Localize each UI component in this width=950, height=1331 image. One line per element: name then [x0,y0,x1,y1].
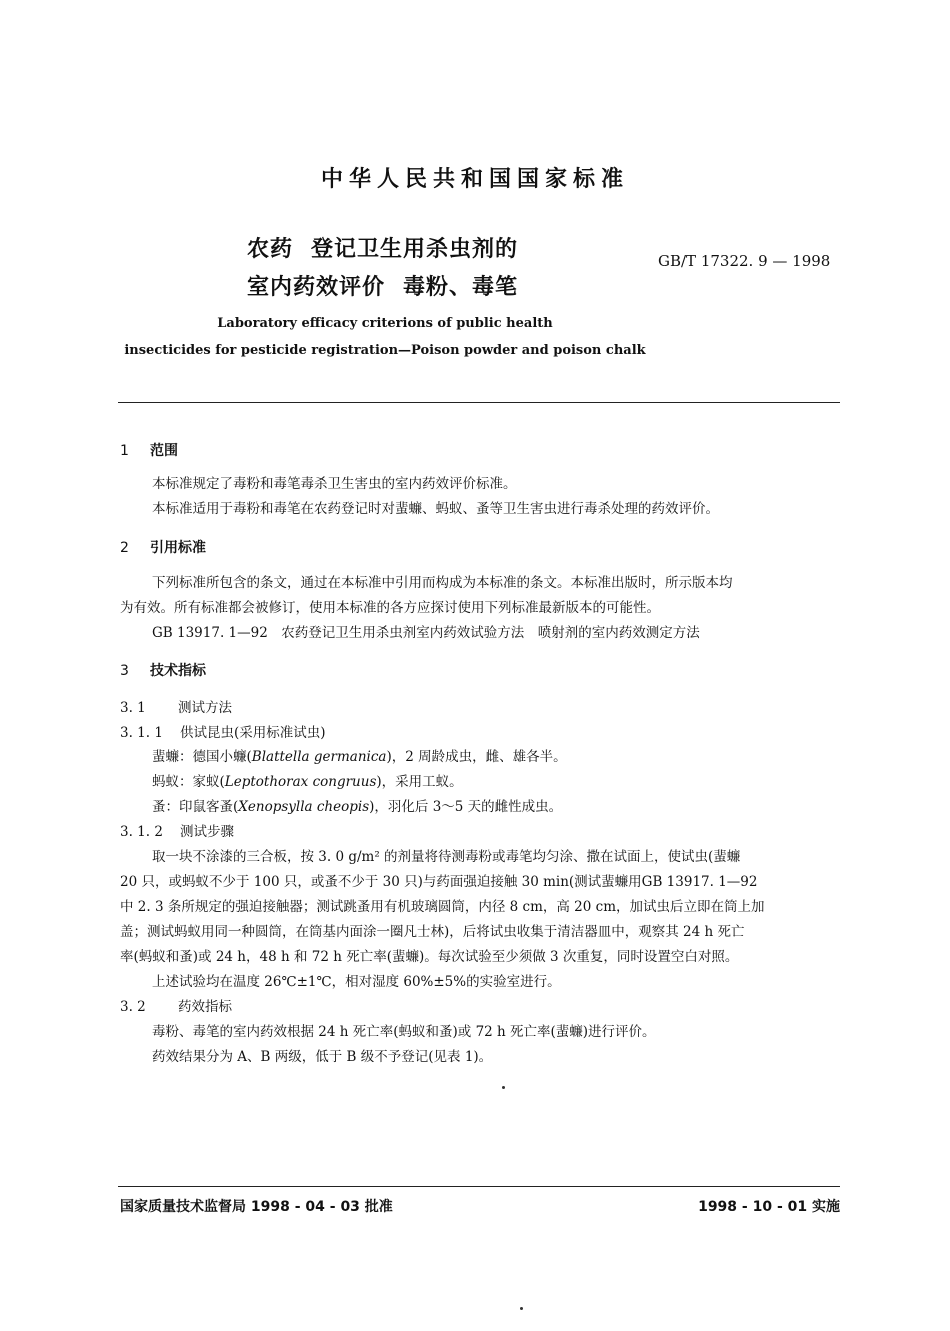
title-cn-line-2-part-b: 毒粉、毒笔 [403,275,519,300]
test-procedure-line-1: 取一块不涂漆的三合板，按 3. 0 g/m² 的剂量将待测毒粉或毒笔均匀涂、撒在试面上，使试虫(蜚蠊 [152,849,741,865]
test-procedure-line-5: 率(蚂蚁和蚤)或 24 h，48 h 和 72 h 死亡率(蜚蠊)。每次试验至少须做 3 次重复，同时设置空白对照。 [120,949,739,965]
section-2-paragraph-line-1: 下列标准所包含的条文，通过在本标准中引用而构成为本标准的条文。本标准出版时，所示版本均 [152,575,733,591]
section-1-number: 1 [120,443,129,459]
section-2-paragraph-line-2: 为有效。所有标准都会被修订，使用本标准的各方应探讨使用下列标准最新版本的可能性。 [120,600,660,616]
footer-divider [118,1186,840,1187]
test-procedure-line-6: 上述试验均在温度 26℃±1℃，相对湿度 60%±5%的实验室进行。 [152,974,561,990]
cockroach-text-pre: 蜚蠊：德国小蠊( [152,749,252,765]
section-1-paragraph-2: 本标准适用于毒粉和毒笔在农药登记时对蜚蠊、蚂蚁、蚤等卫生害虫进行毒杀处理的药效评价。 [152,501,719,517]
header-divider [118,402,840,403]
section-1-paragraph-1: 本标准规定了毒粉和毒笔毒杀卫生害虫的室内药效评价标准。 [152,476,517,492]
subsection-3-1-heading [120,696,232,716]
title-cn-line-1 [247,232,518,263]
section-2-heading [120,537,206,557]
cockroach-latin-name: Blattella germanica [251,749,387,765]
section-2-title: 引用标准 [150,540,206,556]
implementation-date: 1998 - 10 - 01 实施 [698,1199,840,1215]
title-cn-line-2-part-a: 室内药效评价 [247,275,386,300]
test-insect-flea [152,795,562,815]
section-3-title: 技术指标 [150,663,206,679]
subsection-3-1-1-number: 3. 1. 1 [120,725,163,741]
title-cn-line-1-part-a: 农药 [247,237,294,262]
subsection-3-1-2-number: 3. 1. 2 [120,824,163,840]
cockroach-text-post: )，2 周龄成虫，雌、雄各半。 [386,749,567,765]
subsection-3-1-2-heading [120,820,234,840]
subsection-3-2-heading [120,995,232,1015]
approval-date: 国家质量技术监督局 1998 - 04 - 03 批准 [120,1199,393,1215]
scan-speck [520,1307,523,1310]
subsection-3-2-number: 3. 2 [120,999,146,1015]
efficacy-line-2: 药效结果分为 A、B 两级，低于 B 级不予登记(见表 1)。 [152,1049,493,1065]
flea-text-post: )，羽化后 3～5 天的雌性成虫。 [369,799,563,815]
subsection-3-1-1-heading [120,721,326,741]
test-procedure-line-3: 中 2. 3 条所规定的强迫接触器；测试跳蚤用有机玻璃圆筒，内径 8 cm，高 20 cm，加试虫后立即在筒上加 [120,899,765,915]
section-3-heading [120,660,206,680]
flea-latin-name: Xenopsylla cheopis [238,799,370,815]
efficacy-line-1: 毒粉、毒笔的室内药效根据 24 h 死亡率(蚂蚁和蚤)或 72 h 死亡率(蜚蠊)进行评价。 [152,1024,656,1040]
section-3-number: 3 [120,663,129,679]
test-procedure-line-4: 盖；测试蚂蚁用同一种圆筒，在筒基内面涂一圈凡士林)，后将试虫收集于清洁器皿中，观察其 24 h 死亡 [120,924,745,940]
section-1-title: 范围 [150,443,178,459]
section-2-number: 2 [120,540,129,556]
subsection-3-1-1-title: 供试昆虫(采用标准试虫) [180,725,326,741]
subsection-3-1-2-title: 测试步骤 [180,824,234,840]
title-cn-line-2 [247,270,518,301]
ant-latin-name: Leptothorax congruus [224,774,377,790]
scan-speck [502,1086,505,1089]
flea-text-pre: 蚤：印鼠客蚤( [152,799,239,815]
title-en-line-1: Laboratory efficacy criterions of public health [217,316,553,331]
test-procedure-line-2: 20 只，或蚂蚁不少于 100 只，或蚤不少于 30 只)与药面强迫接触 30 min(测试蜚蠊用GB 13917. 1—92 [120,874,758,890]
ant-text-post: )，采用工蚁。 [376,774,463,790]
standard-code: GB/T 17322. 9 — 1998 [658,252,831,270]
subsection-3-1-number: 3. 1 [120,700,146,716]
section-1-heading [120,440,178,460]
title-cn-line-1-part-b: 登记卫生用杀虫剂的 [311,237,519,262]
test-insect-cockroach [152,745,567,765]
subsection-3-2-title: 药效指标 [178,999,232,1015]
title-en-line-2: insecticides for pesticide registration—Poison powder and poison chalk [124,343,646,358]
test-insect-ant [152,770,463,790]
subsection-3-1-title: 测试方法 [178,700,232,716]
section-2-reference: GB 13917. 1—92 农药登记卫生用杀虫剂室内药效试验方法 喷射剂的室内药效测定方法 [152,625,700,641]
ant-text-pre: 蚂蚁：家蚁( [152,774,225,790]
national-standard-heading: 中华人民共和国国家标准 [320,167,629,192]
